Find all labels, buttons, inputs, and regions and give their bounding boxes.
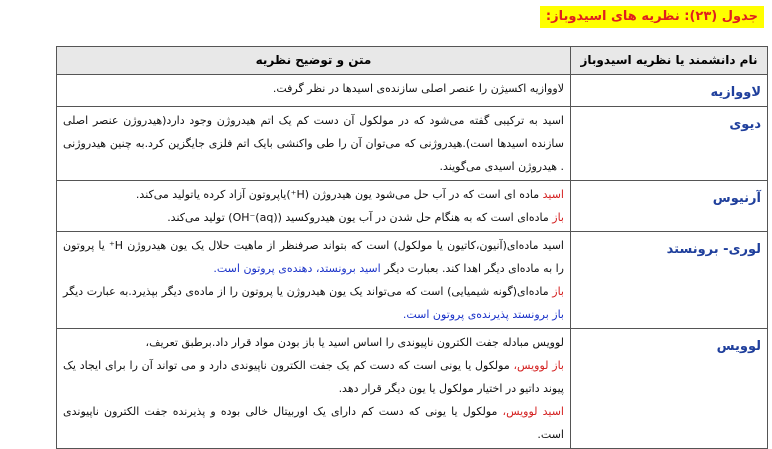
bronsted-base-highlight: باز برونستد پذیرنده‌ی پروتون است. <box>402 308 564 321</box>
table-row <box>57 329 768 449</box>
theory-text-lavoisier: لاووازیه اکسیژن را عنصر اصلی سازنده‌ی اسیدها در نظر گرفت. <box>57 75 571 107</box>
lewis-acid-text: مولکول یا یونی که دست کم دارای یک اوربیتال خالی بوده و پذیرنده جفت الکترون ناپیوندی است. <box>63 405 564 441</box>
theory-name-lowry-bronsted: لوری- برونستد <box>571 232 768 329</box>
theory-name-lavoisier: لاووازیه <box>571 75 768 107</box>
lewis-base-text: مولکول یا یونی است که دست کم یک جفت الکترون ناپیوندی دارد و می تواند آن را برای ایجاد یک پیوند داتیو در اختیار مولکول یا یون دیگر قرار دهد. <box>63 359 564 395</box>
theory-text-lewis <box>57 329 571 449</box>
arrhenius-acid-text: ماده ای است که در آب حل می‌شود یون هیدروژن (H⁺)یاپروتون آزاد کرده یاتولید می‌کند. <box>135 188 543 201</box>
table-row <box>57 75 768 107</box>
table-row <box>57 107 768 181</box>
arrhenius-acid-label: اسید <box>542 188 564 201</box>
theory-text-davy: اسید به ترکیبی گفته می‌شود که در مولکول آن دست کم یک اتم هیدروژن وجود دارد(هیدروژن عنصر اصلی سازنده اسیدها است).هیدروژنی که می‌توان آن را طی واکنشی بایک اتم فلزی جایگزین کرد.به چنین هیدروژنی . هیدروژن اسیدی می‌گویند. <box>57 107 571 181</box>
theory-name-davy: دیوی <box>571 107 768 181</box>
arrhenius-base-text: ماده‌ای است که به هنگام حل شدن در آب یون هیدروکسید (OH⁻(aq)) تولید می‌کند. <box>167 211 553 224</box>
theory-text-lowry-bronsted <box>57 232 571 329</box>
header-row <box>57 47 768 75</box>
bronsted-base-label: باز <box>552 285 564 298</box>
theory-name-arrhenius: آرنیوس <box>571 181 768 232</box>
table-caption: جدول (۲۳): نظریه های اسیدوباز: <box>540 6 764 28</box>
theory-name-lewis: لوویس <box>571 329 768 449</box>
arrhenius-base-label: باز <box>552 211 564 224</box>
bronsted-acid-highlight: اسید برونستد، دهنده‌ی پروتون است. <box>213 262 385 275</box>
lewis-intro: لوویس مبادله جفت الکترون ناپیوندی را اساس اسید یا باز بودن مواد قرار داد.برطبق تعریف، <box>145 336 564 349</box>
lewis-base-label: باز لوویس، <box>513 359 564 372</box>
theory-text-arrhenius <box>57 181 571 232</box>
lewis-acid-label: اسید لوویس، <box>502 405 564 418</box>
header-name: نام دانشمند یا نظریه اسیدوباز <box>571 47 768 75</box>
header-description: متن و توضیح نظریه <box>57 47 571 75</box>
bronsted-base-text: ماده‌ای(گونه شیمیایی) است که می‌تواند یک یون هیدروژن یا پروتون را از ماده‌ی دیگر بپذیرد.به عبارت دیگر <box>63 285 553 298</box>
table-row <box>57 181 768 232</box>
table-row <box>57 232 768 329</box>
acid-base-theories-table <box>56 46 768 449</box>
bronsted-acid-text: اسید ماده‌ای(آنیون،کاتیون یا مولکول) است که بتواند صرفنظر از ماهیت حلال یک یون هیدروژن H⁺ یا پروتون را به ماده‌ای دیگر اهدا کند. بعبارت دیگر <box>63 239 564 275</box>
